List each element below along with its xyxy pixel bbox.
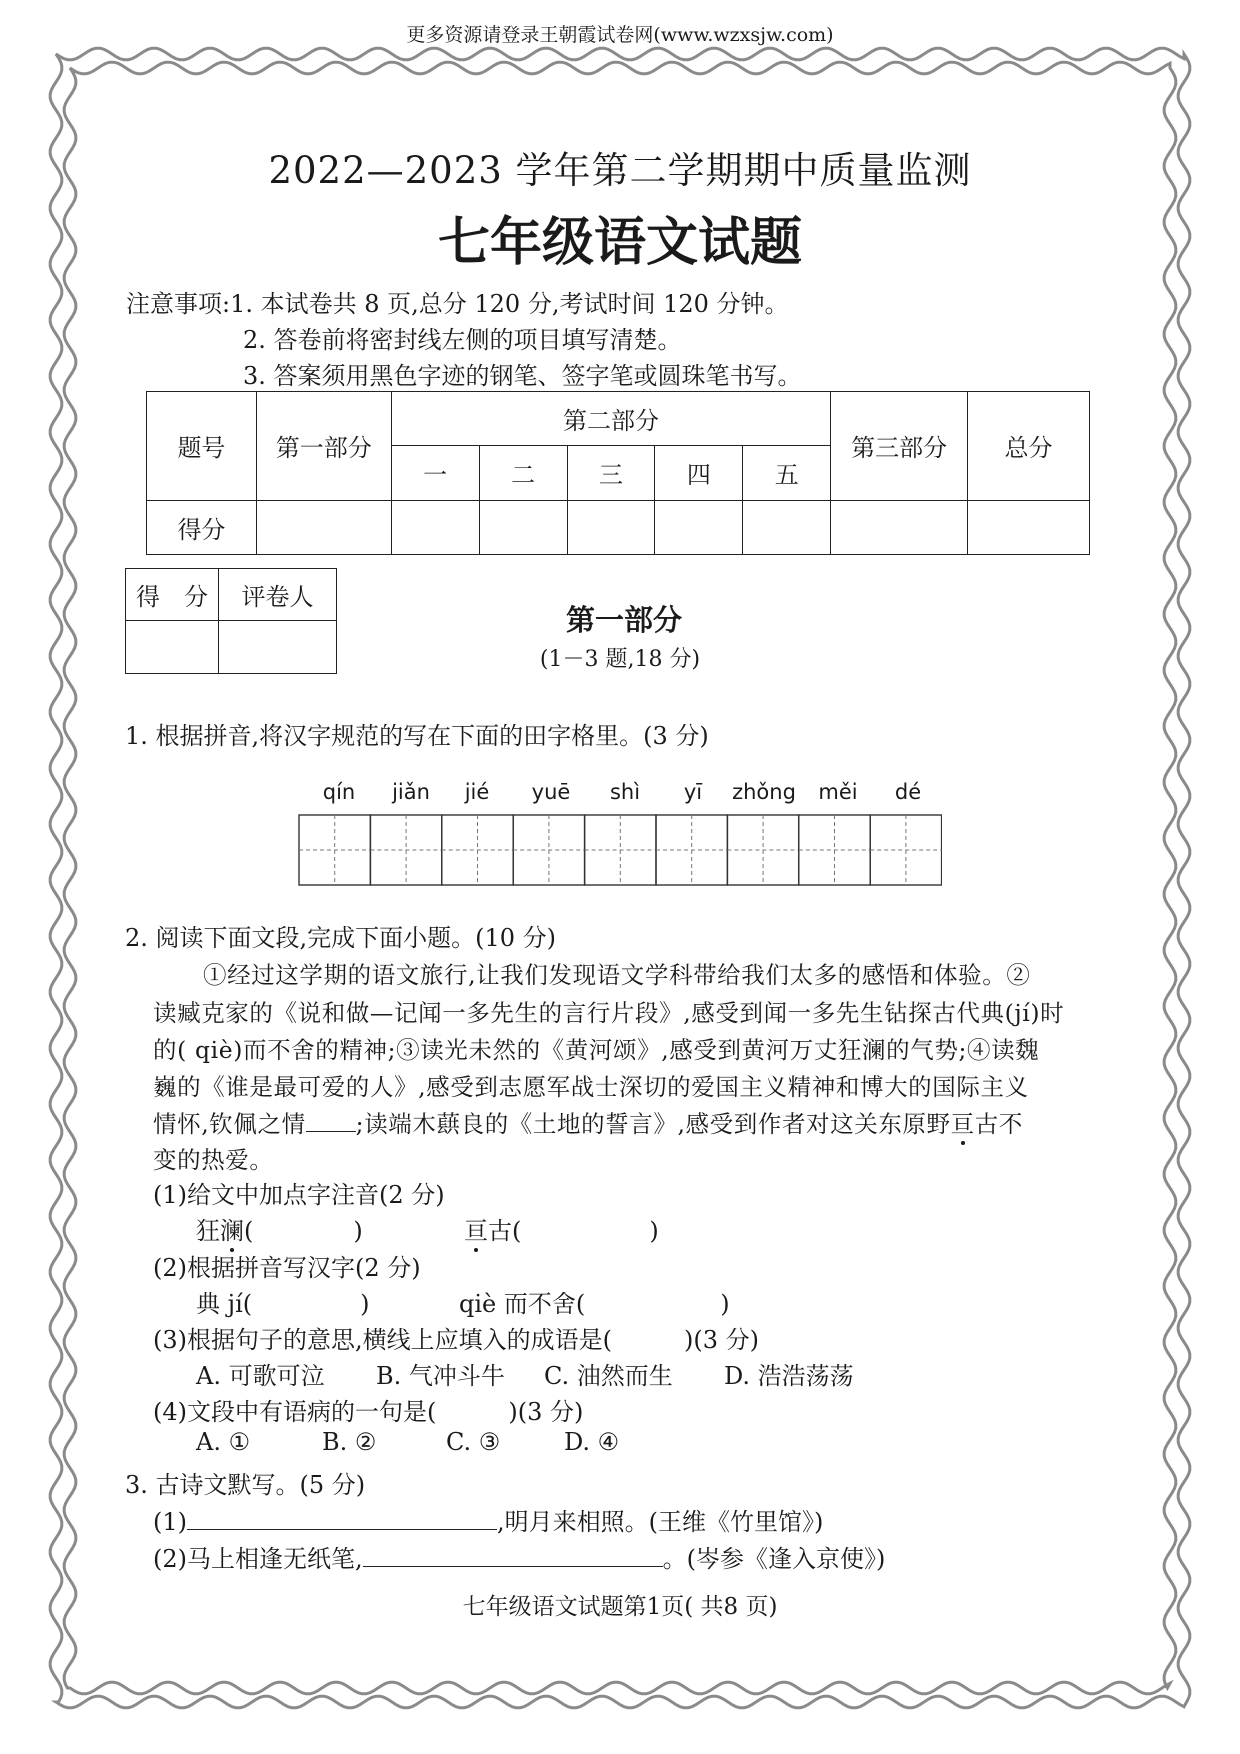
header-sub-1: 一	[391, 446, 479, 500]
q3-stem: 3. 古诗文默写。(5 分)	[125, 1471, 366, 1499]
q2-sub4-option-a: A. ①	[196, 1428, 251, 1456]
note-2: 2. 答卷前将密封线左侧的项目填写清楚。	[243, 326, 682, 354]
score-cell	[831, 500, 968, 554]
prompt: qiè 而不舍(	[459, 1290, 586, 1318]
row-defen: 得分	[147, 500, 257, 554]
q2-sub3-option-b: B. 气冲斗牛	[376, 1362, 505, 1390]
score-cell	[256, 500, 391, 554]
score-table	[146, 391, 1090, 555]
q2-sub3-option-a: A. 可歌可泣	[196, 1362, 325, 1390]
score-cell	[391, 500, 479, 554]
q2-sub4-option-d: D. ④	[564, 1428, 620, 1456]
q2-passage-line-3: 的( qiè)而不舍的精神;③读光未然的《黄河颂》,感受到黄河万丈狂澜的气势;④读魏	[153, 1036, 1040, 1064]
header-sub-4: 四	[655, 446, 743, 500]
fill-blank[interactable]	[363, 1546, 663, 1567]
paper-title: 七年级语文试题	[437, 212, 802, 273]
header-part1: 第一部分	[256, 392, 391, 501]
pinyin-8: měi	[818, 780, 858, 804]
section-title: 第一部分	[565, 603, 682, 637]
pinyin-5: shì	[609, 780, 641, 804]
grader-score-label: 得 分	[126, 569, 219, 621]
q2-sub1-item-b	[464, 1211, 659, 1246]
char: 狂	[196, 1217, 220, 1245]
paren-open: (	[244, 1217, 254, 1245]
q3-line-2	[153, 1539, 885, 1574]
dotted-char: 亘	[950, 1110, 975, 1138]
q2-sub3-option-c: C. 油然而生	[544, 1362, 673, 1390]
q2-sub3: (3)根据句子的意思,横线上应填入的成语是( )(3 分)	[153, 1326, 759, 1354]
page-footer: 七年级语文试题第1页( 共8 页)	[462, 1594, 778, 1620]
score-cell	[479, 500, 567, 554]
poem-text: (2)马上相逢无纸笔,	[153, 1545, 363, 1573]
passage-text: 古不	[974, 1110, 1023, 1138]
paren-close: )	[720, 1290, 730, 1318]
q2-sub1: (1)给文中加点字注音(2 分)	[153, 1181, 445, 1209]
score-cell	[968, 500, 1090, 554]
q2-sub2: (2)根据拼音写汉字(2 分)	[153, 1254, 421, 1282]
header-part2: 第二部分	[391, 392, 831, 446]
line-number: (1)	[153, 1508, 187, 1536]
score-cell	[567, 500, 655, 554]
q1-stem: 1. 根据拼音,将汉字规范的写在下面的田字格里。(3 分)	[125, 722, 709, 750]
q2-passage-line-5	[153, 1105, 1023, 1139]
q2-passage-line-1: ①经过这学期的语文旅行,让我们发现语文学科带给我们太多的感悟和体验。②	[203, 961, 1031, 989]
q2-sub2-item-a	[196, 1284, 369, 1319]
paren-close: )	[360, 1290, 370, 1318]
q3-line-1	[153, 1502, 823, 1537]
note-1: 注意事项:1. 本试卷共 8 页,总分 120 分,考试时间 120 分钟。	[126, 290, 789, 318]
header-tihao: 题号	[147, 392, 257, 501]
pinyin-7: zhǒng	[732, 780, 796, 804]
pinyin-6: yī	[683, 780, 703, 804]
paren-close: )	[649, 1217, 659, 1245]
q2-sub4-option-b: B. ②	[322, 1428, 377, 1456]
char: 古(	[488, 1217, 522, 1245]
poem-text: ,明月来相照。(王维《竹里馆》)	[497, 1508, 824, 1536]
header-total: 总分	[968, 392, 1090, 501]
pinyin-1: qín	[322, 780, 356, 804]
paren-close: )	[353, 1217, 363, 1245]
dotted-char: 亘	[464, 1217, 488, 1245]
q2-passage-line-4: 巍的《谁是最可爱的人》,感受到志愿军战士深切的爱国主义精神和博大的国际主义	[153, 1073, 1029, 1101]
dotted-char: 澜	[220, 1217, 244, 1245]
fill-blank[interactable]	[187, 1509, 497, 1530]
pinyin-3: jié	[464, 780, 490, 804]
pinyin-2: jiǎn	[392, 780, 430, 804]
q2-stem: 2. 阅读下面文段,完成下面小题。(10 分)	[125, 924, 557, 952]
q2-passage-line-6: 变的热爱。	[153, 1146, 274, 1174]
tianzige-grid	[298, 814, 942, 886]
source-banner: 更多资源请登录王朝霞试卷网(www.wzxsjw.com)	[406, 24, 834, 46]
q2-sub2-item-b	[459, 1284, 730, 1319]
q2-sub3-option-d: D. 浩浩荡荡	[724, 1362, 854, 1390]
header-sub-5: 五	[743, 446, 831, 500]
fill-blank	[306, 1111, 356, 1132]
q2-passage-line-2: 读臧克家的《说和做—记闻一多先生的言行片段》,感受到闻一多先生钻探古代典(jí)时	[153, 999, 1065, 1027]
poem-text: 。(岑参《逢入京使》)	[662, 1545, 886, 1573]
note-3: 3. 答案须用黑色字迹的钢笔、签字笔或圆珠笔书写。	[243, 362, 802, 390]
prompt: 典 jí(	[196, 1290, 253, 1318]
score-cell	[655, 500, 743, 554]
exam-title: 2022—2023 学年第二学期期中质量监测	[268, 149, 972, 192]
section-subtitle: (1－3 题,18 分)	[539, 647, 701, 672]
pinyin-9: dé	[894, 780, 922, 804]
q2-sub4-option-c: C. ③	[446, 1428, 501, 1456]
passage-text: 情怀,钦佩之情	[153, 1110, 306, 1138]
header-sub-3: 三	[567, 446, 655, 500]
grader-reviewer-label: 评卷人	[219, 569, 337, 621]
q2-sub4: (4)文段中有语病的一句是( )(3 分)	[153, 1398, 584, 1426]
header-part3: 第三部分	[831, 392, 968, 501]
q2-sub1-item-a	[196, 1211, 363, 1246]
passage-text: ;读端木蕻良的《土地的誓言》,感受到作者对这关东原野	[355, 1110, 951, 1138]
pinyin-4: yuē	[531, 780, 571, 804]
header-sub-2: 二	[479, 446, 567, 500]
score-cell	[743, 500, 831, 554]
